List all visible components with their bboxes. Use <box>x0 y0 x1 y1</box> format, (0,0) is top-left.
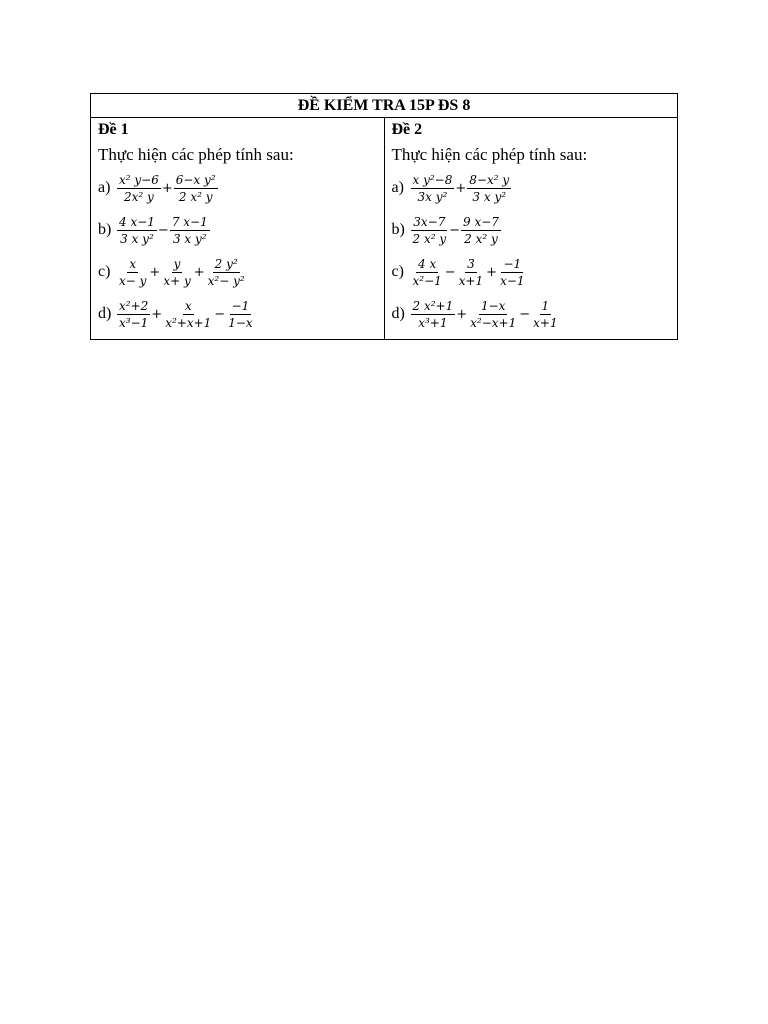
numerator: 8−x² y <box>469 172 510 187</box>
fraction <box>457 256 485 289</box>
fraction <box>467 172 511 205</box>
exam-table <box>90 93 678 340</box>
exercise-item <box>98 251 378 293</box>
operator: + <box>193 264 205 280</box>
fraction <box>163 298 213 331</box>
exercise-label: a) <box>98 179 111 196</box>
denominator: x+ y <box>163 273 191 288</box>
numerator: 4 x <box>418 256 437 271</box>
fraction <box>411 172 455 205</box>
exercise-label: d) <box>98 305 112 322</box>
fraction <box>206 256 247 289</box>
numerator: −1 <box>503 256 522 271</box>
exercise-item <box>392 293 672 335</box>
fraction <box>461 214 501 247</box>
math-expression <box>411 214 501 247</box>
exercise-label: d) <box>391 305 405 322</box>
numerator: 7 x−1 <box>171 214 208 229</box>
denominator: 2 x² y <box>464 231 498 246</box>
denominator: 3 x y² <box>172 231 207 246</box>
exercise-item <box>98 209 378 251</box>
exercise-item <box>392 209 672 251</box>
math-expression <box>117 298 255 331</box>
operator: + <box>486 264 498 280</box>
exercise-list-1 <box>98 167 378 335</box>
exam-heading-2: Đề 2 <box>391 121 423 138</box>
numerator: 1−x <box>480 298 506 313</box>
numerator: x² y−6 <box>119 172 159 187</box>
math-expression <box>411 172 512 205</box>
math-expression <box>117 214 210 247</box>
exercise-item <box>98 167 378 209</box>
operator: + <box>456 306 468 322</box>
exam-column-1 <box>91 118 385 340</box>
exercise-label: c) <box>391 263 404 280</box>
operator: − <box>449 222 461 238</box>
numerator: 1 <box>541 298 550 313</box>
numerator: 6−x y² <box>175 172 216 187</box>
fraction <box>117 172 161 205</box>
title-row <box>91 94 678 118</box>
fraction <box>117 256 148 289</box>
numerator: 3 <box>467 256 475 271</box>
exam-title: ĐỀ KIỂM TRA 15P ĐS 8 <box>91 94 678 118</box>
math-expression <box>411 298 560 331</box>
numerator: y <box>173 256 181 271</box>
operator: − <box>214 306 226 322</box>
fraction <box>531 298 559 331</box>
denominator: 3x y² <box>417 189 448 204</box>
instruction-2: Thực hiện các phép tính sau: <box>391 145 588 164</box>
operator: − <box>519 306 531 322</box>
denominator: 3 x y² <box>472 189 507 204</box>
denominator: x− y <box>119 273 147 288</box>
fraction <box>468 298 518 331</box>
math-expression <box>117 256 247 289</box>
fraction <box>411 298 456 331</box>
denominator: x+1 <box>533 315 558 330</box>
denominator: x²−x+1 <box>470 315 517 330</box>
content-row <box>91 118 678 340</box>
denominator: 2x² y <box>124 189 154 204</box>
numerator: 2 x²+1 <box>412 298 454 313</box>
numerator: x y²−8 <box>412 172 453 187</box>
denominator: 3 x y² <box>120 231 154 246</box>
exercise-list-2 <box>392 167 672 335</box>
instruction-1: Thực hiện các phép tính sau: <box>98 145 294 164</box>
fraction <box>226 298 254 331</box>
math-expression <box>411 256 527 289</box>
operator: + <box>161 180 173 196</box>
denominator: 1−x <box>228 315 253 330</box>
exercise-label: b) <box>391 221 405 238</box>
denominator: x²−1 <box>412 273 442 288</box>
denominator: 2 x² y <box>412 231 447 246</box>
exam-heading-1: Đề 1 <box>98 121 129 138</box>
exercise-label: c) <box>98 263 111 280</box>
operator: − <box>444 264 456 280</box>
numerator: 9 x−7 <box>463 214 499 229</box>
numerator: −1 <box>231 298 250 313</box>
fraction <box>411 256 444 289</box>
exercise-item <box>98 293 378 335</box>
exam-column-2 <box>384 118 678 340</box>
numerator: 4 x−1 <box>119 214 155 229</box>
operator: + <box>151 306 163 322</box>
fraction <box>170 214 210 247</box>
fraction <box>117 298 150 331</box>
numerator: 3x−7 <box>413 214 446 229</box>
numerator: x <box>184 298 192 313</box>
numerator: 2 y² <box>214 256 238 271</box>
operator: + <box>455 180 467 196</box>
exercise-item <box>392 251 672 293</box>
operator: + <box>149 264 161 280</box>
fraction <box>411 214 449 247</box>
numerator: x²+2 <box>119 298 149 313</box>
exercise-label: b) <box>98 221 112 238</box>
denominator: 2 x² y <box>178 189 213 204</box>
fraction <box>174 172 218 205</box>
fraction <box>498 256 526 289</box>
exercise-item <box>392 167 672 209</box>
math-expression <box>117 172 218 205</box>
numerator: x <box>129 256 137 271</box>
exercise-label: a) <box>391 179 404 196</box>
denominator: x−1 <box>500 273 525 288</box>
denominator: x+1 <box>458 273 484 288</box>
denominator: x³+1 <box>418 315 448 330</box>
fraction <box>161 256 192 289</box>
denominator: x²+x+1 <box>165 315 212 330</box>
denominator: x³−1 <box>119 315 149 330</box>
fraction <box>117 214 157 247</box>
denominator: x²− y² <box>207 273 245 288</box>
operator: − <box>157 222 169 238</box>
